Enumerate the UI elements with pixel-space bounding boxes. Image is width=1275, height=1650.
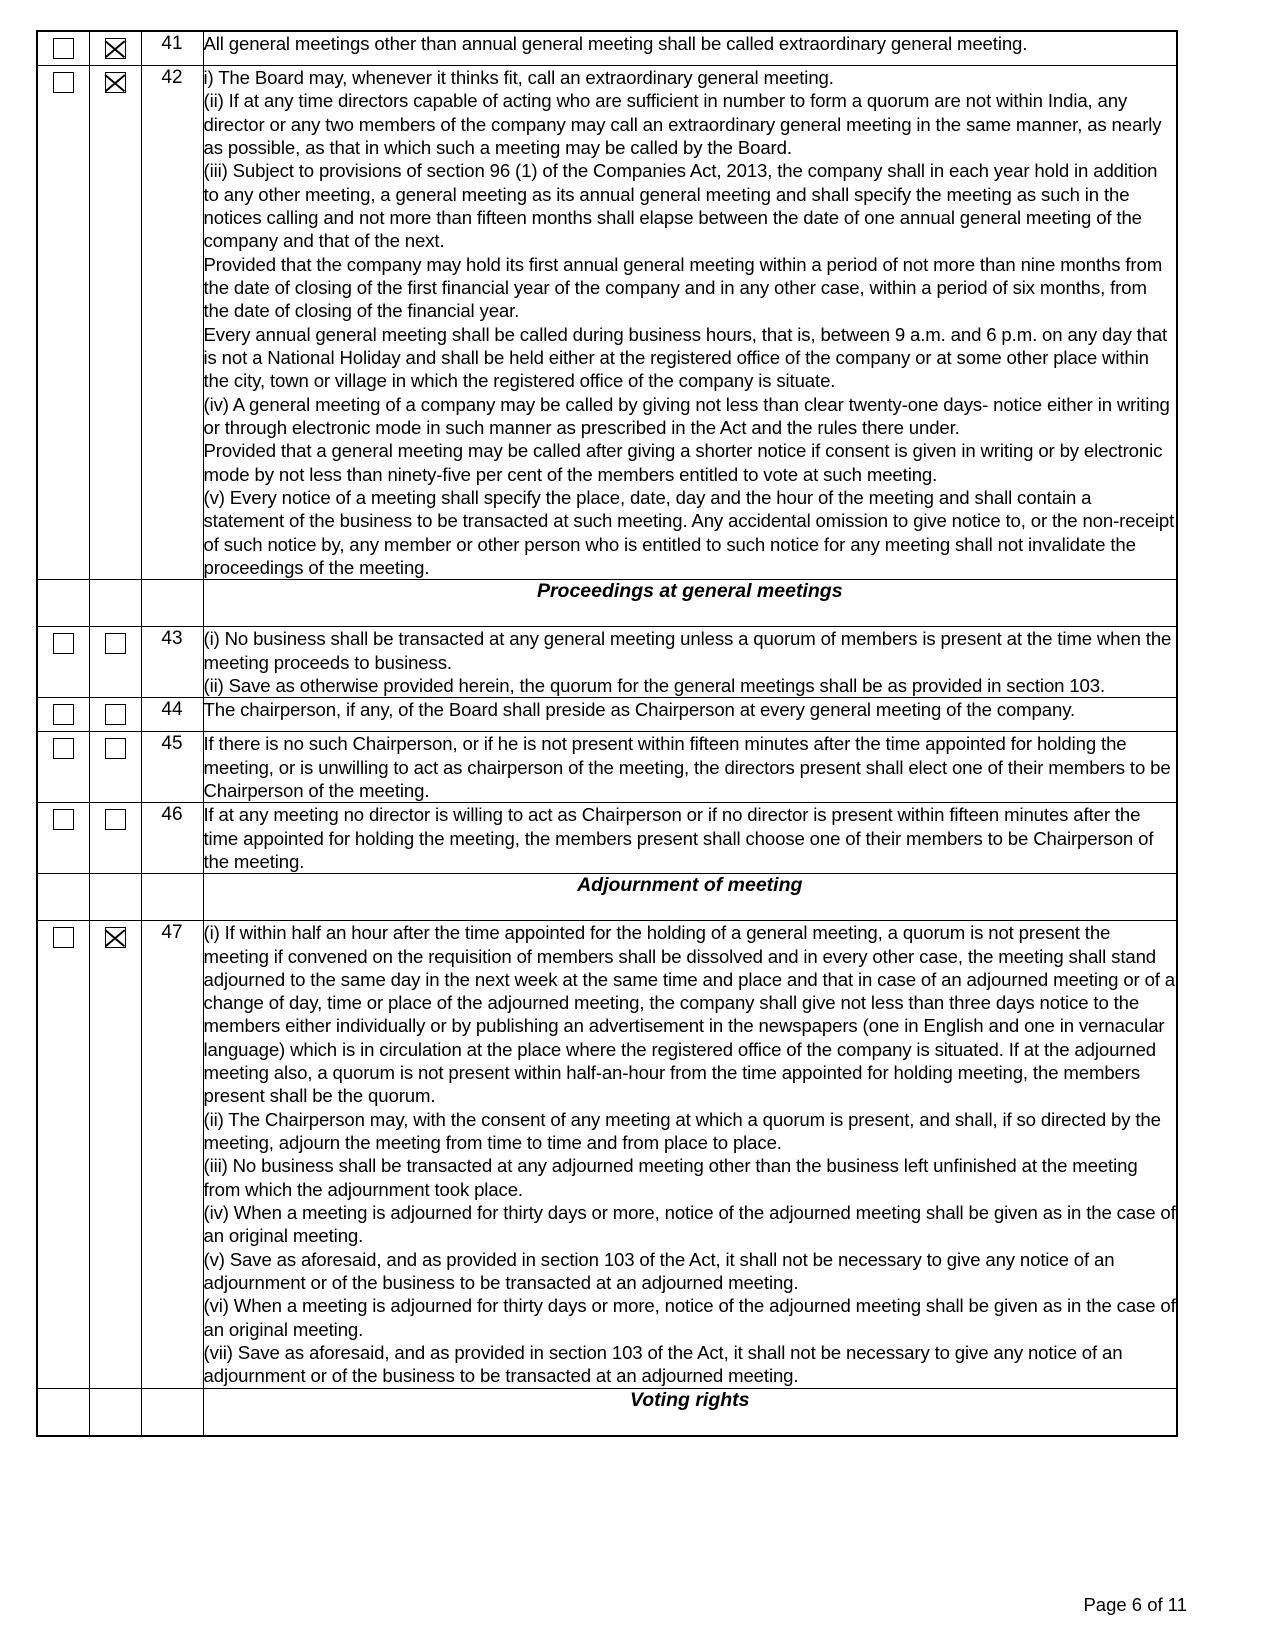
checkbox-unchecked-icon[interactable]: [53, 38, 74, 59]
checkbox-b-wrap: [90, 803, 141, 836]
article-paragraph: i) The Board may, whenever it thinks fit, call an extraordinary general meeting.: [203, 67, 834, 88]
article-paragraph: (iii) No business shall be transacted at any adjourned meeting other than the business left unfinished at the meeting from which the adjournment took place.: [203, 1155, 1138, 1200]
article-number: 44: [141, 698, 203, 732]
checkbox-b-wrap: [90, 698, 141, 731]
checkbox-b-wrap: [90, 32, 141, 65]
checkbox-cell-b: [89, 1388, 141, 1436]
checkbox-cell-a[interactable]: [37, 66, 89, 580]
checkbox-unchecked-icon[interactable]: [53, 72, 74, 93]
article-paragraph: (ii) Save as otherwise provided herein, the quorum for the general meetings shall be as provided in section 103.: [203, 674, 1106, 696]
article-number: 41: [141, 31, 203, 66]
article-number: 46: [141, 803, 203, 874]
article-number-cell: [141, 1388, 203, 1436]
table-row: [37, 31, 1177, 66]
article-paragraph: Provided that the company may hold its first annual general meeting within a period of not more than nine months from the date of closing of the first financial year of the company and in any other case, within a period of six months, from the date of closing of the financial year.: [203, 253, 1163, 322]
checkbox-unchecked-icon[interactable]: [105, 633, 126, 654]
article-text: [203, 732, 1177, 803]
article-text: [203, 921, 1177, 1389]
checkbox-cell-a: [37, 580, 89, 627]
article-paragraph: (iv) When a meeting is adjourned for thirty days or more, notice of the adjourned meeting shall be given as in the case of an original meeting.: [203, 1202, 1176, 1247]
articles-table: [36, 30, 1178, 1437]
table-row: [37, 803, 1177, 874]
section-heading: Voting rights: [203, 1388, 1177, 1436]
checkbox-cell-b[interactable]: [89, 31, 141, 66]
section-heading-row: [37, 1388, 1177, 1436]
checkbox-unchecked-icon[interactable]: [53, 809, 74, 830]
checkbox-unchecked-icon[interactable]: [53, 738, 74, 759]
article-paragraph: If there is no such Chairperson, or if he is not present within fifteen minutes after the time appointed for holding the meeting, or is unwilling to act as chairperson of the meeting, the directors present shall elect one of their members to be Chairperson of the meeting.: [203, 733, 1171, 801]
article-text: [203, 803, 1177, 874]
checkbox-a-wrap: [38, 921, 89, 954]
checkbox-cell-b: [89, 874, 141, 921]
section-heading-row: [37, 580, 1177, 627]
article-text: [203, 627, 1177, 698]
checkbox-cell-b[interactable]: [89, 66, 141, 580]
checkbox-cell-a[interactable]: [37, 921, 89, 1389]
article-paragraph: (iv) A general meeting of a company may be called by giving not less than clear twenty-one days- notice either in writing or through electronic mode in such manner as prescribed in the Act and the rules there under.: [203, 393, 1170, 438]
article-paragraph: (i) No business shall be transacted at any general meeting unless a quorum of members is present at the time when the meeting proceeds to business.: [203, 628, 1172, 673]
checkbox-a-wrap: [38, 66, 89, 99]
article-text: [203, 698, 1177, 732]
section-heading: Proceedings at general meetings: [203, 580, 1177, 627]
checkbox-a-wrap: [38, 732, 89, 765]
checkbox-a-wrap: [38, 627, 89, 660]
checkbox-b-wrap: [90, 921, 141, 954]
checkbox-cell-b[interactable]: [89, 698, 141, 732]
article-paragraph: (i) If within half an hour after the time appointed for the holding of a general meeting, a quorum is not present the meeting if convened on the requisition of members shall be dissolved and in every other case, the meeting shall stand adjourned to the same day in the next week at the same time and place and that in case of an adjourned meeting or of a change of day, time or place of the adjourned meeting, the company shall give not less than three days notice to the members either individually or by publishing an advertisement in the newspapers (one in English and one in vernacular language) which is in circulation at the place where the registered office of the company is situated. If at the adjourned meeting also, a quorum is not present within half-an-hour from the time appointed for holding meeting, the members present shall be the quorum.: [203, 922, 1176, 1107]
checkbox-unchecked-icon[interactable]: [53, 704, 74, 725]
checkbox-checked-icon[interactable]: [105, 72, 126, 93]
table-row: [37, 921, 1177, 1389]
article-paragraph: (vii) Save as aforesaid, and as provided in section 103 of the Act, it shall not be necessary to give any notice of an adjournment or of the business to be transacted at an adjourned meeting.: [203, 1342, 1123, 1387]
checkbox-cell-a[interactable]: [37, 627, 89, 698]
checkbox-cell-a[interactable]: [37, 803, 89, 874]
checkbox-unchecked-icon[interactable]: [105, 809, 126, 830]
checkbox-unchecked-icon[interactable]: [53, 633, 74, 654]
checkbox-cell-a: [37, 874, 89, 921]
checkbox-cell-a[interactable]: [37, 31, 89, 66]
table-row: [37, 627, 1177, 698]
articles-table-body: [37, 31, 1177, 1436]
article-number: 43: [141, 627, 203, 698]
article-text: [203, 31, 1177, 66]
checkbox-cell-b: [89, 580, 141, 627]
checkbox-checked-icon[interactable]: [105, 38, 126, 59]
article-number-cell: [141, 874, 203, 921]
checkbox-b-wrap: [90, 732, 141, 765]
checkbox-checked-icon[interactable]: [105, 927, 126, 948]
checkbox-cell-a[interactable]: [37, 698, 89, 732]
section-heading: Adjournment of meeting: [203, 874, 1177, 921]
article-paragraph: (iii) Subject to provisions of section 96 (1) of the Companies Act, 2013, the company shall in each year hold in addition to any other meeting, a general meeting as its annual general meeting and shall specify the meeting as such in the notices calling and not more than fifteen months shall elapse between the date of one annual general meeting of the company and that of the next.: [203, 160, 1158, 252]
article-paragraph: (vi) When a meeting is adjourned for thirty days or more, notice of the adjourned meeting shall be given as in the case of an original meeting.: [203, 1295, 1176, 1340]
article-paragraph: The chairperson, if any, of the Board shall preside as Chairperson at every general meeting of the company.: [203, 699, 1076, 721]
checkbox-a-wrap: [38, 698, 89, 731]
checkbox-a-wrap: [38, 803, 89, 836]
article-paragraph: (ii) If at any time directors capable of acting who are sufficient in number to form a quorum are not within India, any director or any two members of the company may call an extraordinary general meeting in the same manner, as nearly as possible, as that in which such a meeting may be called by the Board.: [203, 90, 1162, 158]
checkbox-a-wrap: [38, 32, 89, 65]
table-row: [37, 732, 1177, 803]
checkbox-cell-b[interactable]: [89, 732, 141, 803]
article-paragraph: (v) Save as aforesaid, and as provided in section 103 of the Act, it shall not be necessary to give any notice of an adjournment or of the business to be transacted at an adjourned meeting.: [203, 1248, 1115, 1294]
article-paragraph: If at any meeting no director is willing to act as Chairperson or if no director is present within fifteen minutes after the time appointed for holding the meeting, the members present shall choose one of their members to be Chairperson of the meeting.: [203, 804, 1154, 872]
article-number: 47: [141, 921, 203, 1389]
article-number-cell: [141, 580, 203, 627]
checkbox-cell-a[interactable]: [37, 732, 89, 803]
checkbox-cell-a: [37, 1388, 89, 1436]
checkbox-cell-b[interactable]: [89, 803, 141, 874]
section-heading-row: [37, 874, 1177, 921]
checkbox-unchecked-icon[interactable]: [105, 704, 126, 725]
page-footer: Page 6 of 11: [1083, 1594, 1187, 1615]
checkbox-unchecked-icon[interactable]: [53, 927, 74, 948]
article-paragraph: (ii) The Chairperson may, with the consent of any meeting at which a quorum is present, and shall, if so directed by the meeting, adjourn the meeting from time to time and from place to place.: [203, 1108, 1161, 1154]
table-row: [37, 698, 1177, 732]
checkbox-cell-b[interactable]: [89, 921, 141, 1389]
article-paragraph: Every annual general meeting shall be called during business hours, that is, between 9 a.m. and 6 p.m. on any day that is not a National Holiday and shall be held either at the registered office of the company or at some other place within the city, town or village in which the registered office of the company is situate.: [203, 323, 1168, 392]
article-paragraph: (v) Every notice of a meeting shall specify the place, date, day and the hour of the meeting and shall contain a statement of the business to be transacted at such meeting. Any accidental omission to give notice to, or the non-receipt of such notice by, any member or other person who is entitled to such notice for any meeting shall not invalidate the proceedings of the meeting.: [203, 486, 1175, 578]
checkbox-unchecked-icon[interactable]: [105, 738, 126, 759]
article-paragraph: All general meetings other than annual general meeting shall be called extraordinary general meeting.: [203, 33, 1028, 54]
article-paragraph: Provided that a general meeting may be called after giving a shorter notice if consent is given in writing or by electronic mode by not less than ninety-five per cent of the members entitled to vote at such meeting.: [203, 440, 1163, 485]
table-row: [37, 66, 1177, 580]
article-text: [203, 66, 1177, 580]
article-number: 45: [141, 732, 203, 803]
checkbox-b-wrap: [90, 66, 141, 99]
checkbox-cell-b[interactable]: [89, 627, 141, 698]
article-number: 42: [141, 66, 203, 580]
checkbox-b-wrap: [90, 627, 141, 660]
